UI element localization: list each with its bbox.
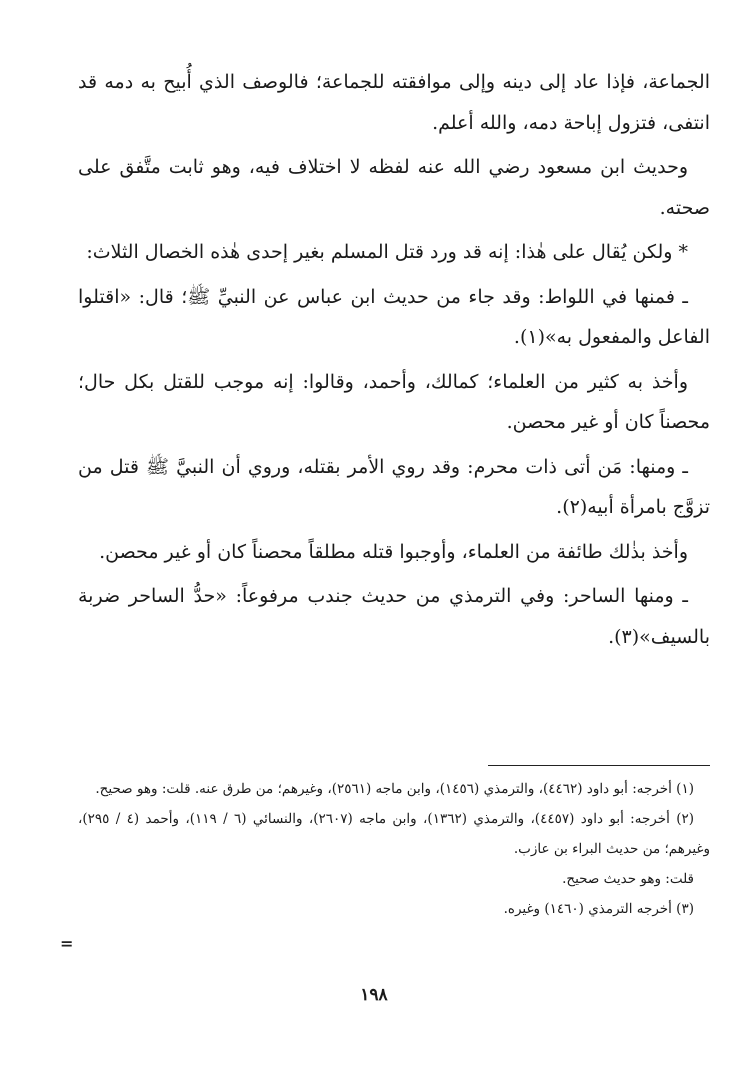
- paragraph-2: وحديث ابن مسعود رضي الله عنه لفظه لا اختلاف فيه، وهو ثابت متَّفق على صحته.: [78, 156, 710, 219]
- paragraph-1: الجماعة، فإذا عاد إلى دينه وإلى موافقته للجماعة؛ فالوصف الذي أُبيح به دمه قد انتفى، فتزول إباحة دمه، والله أعلم.: [78, 71, 710, 134]
- footnote-1: (١) أخرجه: أبو داود (٤٤٦٢)، والترمذي (١٤٥٦)، وابن ماجه (٢٥٦١)، وغيرهم؛ من طرق عنه. قلت: وهو صحيح.: [95, 781, 694, 797]
- page-number: ١٩٨: [360, 985, 388, 1005]
- footnotes: [78, 774, 710, 924]
- footnote-3: (٣) أخرجه الترمذي (١٤٦٠) وغيره.: [503, 901, 694, 917]
- continuation-mark: =: [60, 934, 74, 953]
- main-text: [78, 62, 710, 661]
- paragraph-6: ـ ومنها: مَن أتى ذات محرم: وقد روي الأمر بقتله، وروي أن النبيَّ ﷺ قتل من تزوَّج بامرأة أبيه(٢).: [78, 455, 710, 518]
- paragraph-3: * ولكن يُقال على هٰذا: إنه قد ورد قتل المسلم بغير إحدى هٰذه الخصال الثلاث:: [86, 241, 688, 263]
- footnote-divider: [488, 765, 710, 766]
- footnote-2-note: قلت: وهو حديث صحيح.: [562, 871, 694, 887]
- paragraph-4: ـ فمنها في اللواط: وقد جاء من حديث ابن عباس عن النبيِّ ﷺ؛ قال: «اقتلوا الفاعل والمفعول به»(١).: [78, 285, 710, 348]
- paragraph-7: وأخذ بذٰلك طائفة من العلماء، وأوجبوا قتله مطلقاً محصناً كان أو غير محصن.: [99, 540, 688, 563]
- paragraph-8: ـ ومنها الساحر: وفي الترمذي من حديث جندب مرفوعاً: «حدُّ الساحر ضربة بالسيف»(٣).: [78, 585, 710, 648]
- footnote-2: (٢) أخرجه: أبو داود (٤٤٥٧)، والترمذي (١٣٦٢)، وابن ماجه (٢٦٠٧)، والنسائي (٦ / ١١٩)، وأحمد (٤ / ٢٩٥)، وغيرهم؛ من حديث البراء بن عازب.: [78, 811, 710, 857]
- paragraph-5: وأخذ به كثير من العلماء؛ كمالك، وأحمد، وقالوا: إنه موجب للقتل بكل حال؛ محصناً كان أو غير محصن.: [78, 370, 710, 433]
